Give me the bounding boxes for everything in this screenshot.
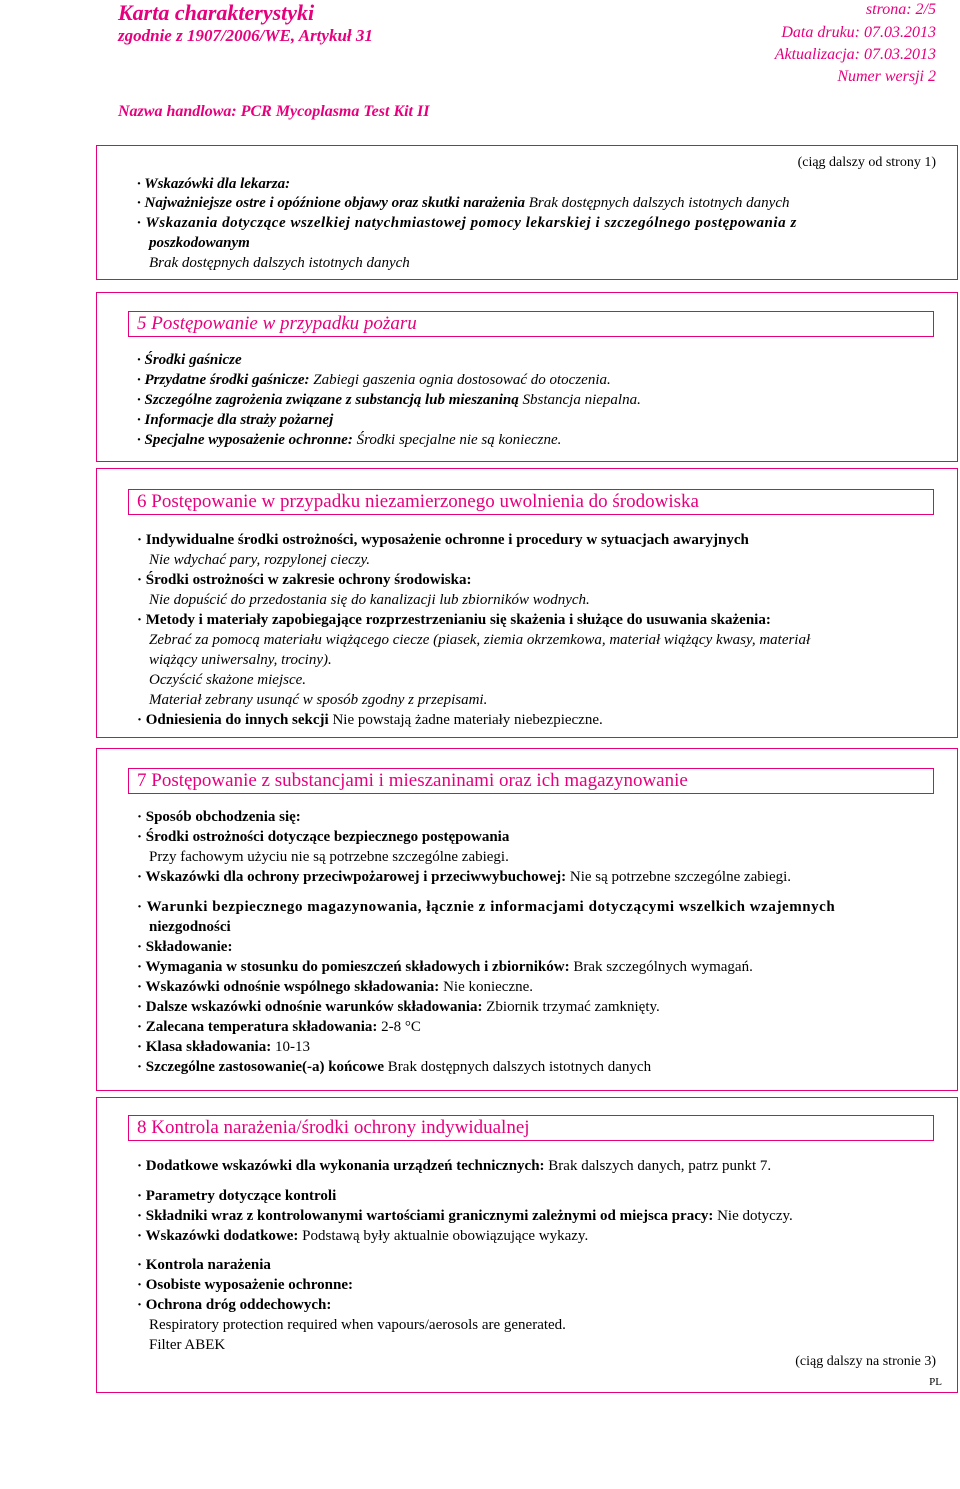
s7-line: · Wskazówki odnośnie wspólnego składowania: Nie konieczne. — [137, 979, 534, 995]
s8-line: · Kontrola narażenia — [137, 1257, 271, 1273]
s6-line: · Środki ostrożności w zakresie ochrony środowiska: — [137, 572, 472, 588]
s6-line: · Metody i materiały zapobiegające rozprzestrzenianiu się skażenia i służące do usuwania skażenia: — [137, 612, 771, 628]
document-header — [118, 0, 373, 47]
s8-line: · Wskazówki dodatkowe: Podstawą były aktualnie obowiązujące wykazy. — [137, 1228, 589, 1244]
version-number: Numer wersji 2 — [837, 68, 936, 85]
s4-line: Brak dostępnych dalszych istotnych danych — [149, 255, 410, 271]
s7-line: · Wymagania w stosunku do pomieszczeń składowych i zbiorników: Brak szczególnych wymagań. — [137, 959, 753, 975]
section-5-title: 5 Postępowanie w przypadku pożaru — [128, 311, 934, 337]
s6-line: Nie dopuścić do przedostania się do kanalizacji lub zbiorników wodnych. — [149, 592, 590, 608]
s7-line: · Klasa składowania: 10-13 — [137, 1039, 310, 1055]
s4-line: · Najważniejsze ostre i opóźnione objawy oraz skutki narażenia Brak dostępnych dalszych istotnych danych — [137, 195, 790, 211]
s8-line: · Składniki wraz z kontrolowanymi wartościami granicznymi zależnymi od miejsca pracy: Nie dotyczy. — [137, 1208, 793, 1224]
continued-to: (ciąg dalszy na stronie 3) — [795, 1354, 936, 1369]
s5-line: · Przydatne środki gaśnicze: Zabiegi gaszenia ognia dostosować do otoczenia. — [137, 372, 611, 388]
s6-line: Zebrać za pomocą materiału wiążącego ciecze (piasek, ziemia okrzemkowa, materiał wiążący kwasy, materiał — [149, 632, 811, 648]
s7-line: · Wskazówki dla ochrony przeciwpożarowej i przeciwwybuchowej: Nie są potrzebne szczególne zabiegi. — [137, 869, 792, 885]
s7-line: Przy fachowym użyciu nie są potrzebne szczególne zabiegi. — [149, 849, 509, 865]
s7-line: · Dalsze wskazówki odnośnie warunków składowania: Zbiornik trzymać zamknięty. — [137, 999, 660, 1015]
print-date: Data druku: 07.03.2013 — [781, 24, 936, 41]
s7-line: niezgodności — [149, 919, 231, 935]
s7-line: · Sposób obchodzenia się: — [137, 809, 301, 825]
s5-line: · Informacje dla straży pożarnej — [137, 412, 334, 428]
trade-name: Nazwa handlowa: PCR Mycoplasma Test Kit II — [118, 103, 430, 120]
s8-line: · Osobiste wyposażenie ochronne: — [137, 1277, 353, 1293]
s6-line: wiążący uniwersalny, trociny). — [149, 652, 332, 668]
s7-line: · Warunki bezpiecznego magazynowania, łącznie z informacjami dotyczącymi wszelkich wzajemnych — [137, 899, 836, 915]
s4-line: poszkodowanym — [149, 235, 250, 251]
s7-line: · Szczególne zastosowanie(-a) końcowe Brak dostępnych dalszych istotnych danych — [137, 1059, 652, 1075]
continued-from: (ciąg dalszy od strony 1) — [797, 155, 936, 170]
update-date: Aktualizacja: 07.03.2013 — [774, 46, 936, 63]
s7-line: · Zalecana temperatura składowania: 2-8 °C — [137, 1019, 421, 1035]
section-6-title: 6 Postępowanie w przypadku niezamierzonego uwolnienia do środowiska — [128, 489, 934, 515]
s4-line: · Wskazania dotyczące wszelkiej natychmiastowej pomocy lekarskiej i szczególnego postępowania z — [137, 215, 797, 231]
s7-line: · Składowanie: — [137, 939, 233, 955]
s8-line: · Parametry dotyczące kontroli — [137, 1188, 337, 1204]
s5-line: · Szczególne zagrożenia związane z substancją lub mieszaniną Sbstancja niepalna. — [137, 392, 641, 408]
s8-line: Respiratory protection required when vapours/aerosols are generated. — [149, 1317, 566, 1333]
s4-line: · Wskazówki dla lekarza: — [137, 176, 291, 192]
document-regulation: zgodnie z 1907/2006/WE, Artykuł 31 — [118, 26, 373, 45]
s6-line: Nie wdychać pary, rozpylonej cieczy. — [149, 552, 371, 568]
section-8-title: 8 Kontrola narażenia/środki ochrony indywidualnej — [128, 1115, 934, 1141]
s5-line: · Środki gaśnicze — [137, 352, 242, 368]
s5-line: · Specjalne wyposażenie ochronne: Środki specjalne nie są konieczne. — [137, 432, 562, 448]
s8-line: Filter ABEK — [149, 1337, 226, 1353]
document-title: Karta charakterystyki — [118, 0, 315, 25]
document-meta — [775, 0, 936, 88]
section-7-title: 7 Postępowanie z substancjami i mieszaninami oraz ich magazynowanie — [128, 768, 934, 794]
s6-line: · Indywidualne środki ostrożności, wyposażenie ochronne i procedury w sytuacjach awaryjnych — [137, 532, 749, 548]
s6-line: Oczyścić skażone miejsce. — [149, 672, 307, 688]
s8-line: · Dodatkowe wskazówki dla wykonania urządzeń technicznych: Brak dalszych danych, patrz punkt 7. — [137, 1158, 772, 1174]
s8-line: · Ochrona dróg oddechowych: — [137, 1297, 332, 1313]
language-code: PL — [929, 1376, 942, 1388]
s7-line: · Środki ostrożności dotyczące bezpiecznego postępowania — [137, 829, 510, 845]
s6-line: Materiał zebrany usunąć w sposób zgodny z przepisami. — [149, 692, 488, 708]
s6-line: · Odniesienia do innych sekcji Nie powstają żadne materiały niebezpieczne. — [137, 712, 603, 728]
page-number: strona: 2/5 — [865, 1, 936, 18]
page-bottom-rule — [96, 1392, 958, 1393]
